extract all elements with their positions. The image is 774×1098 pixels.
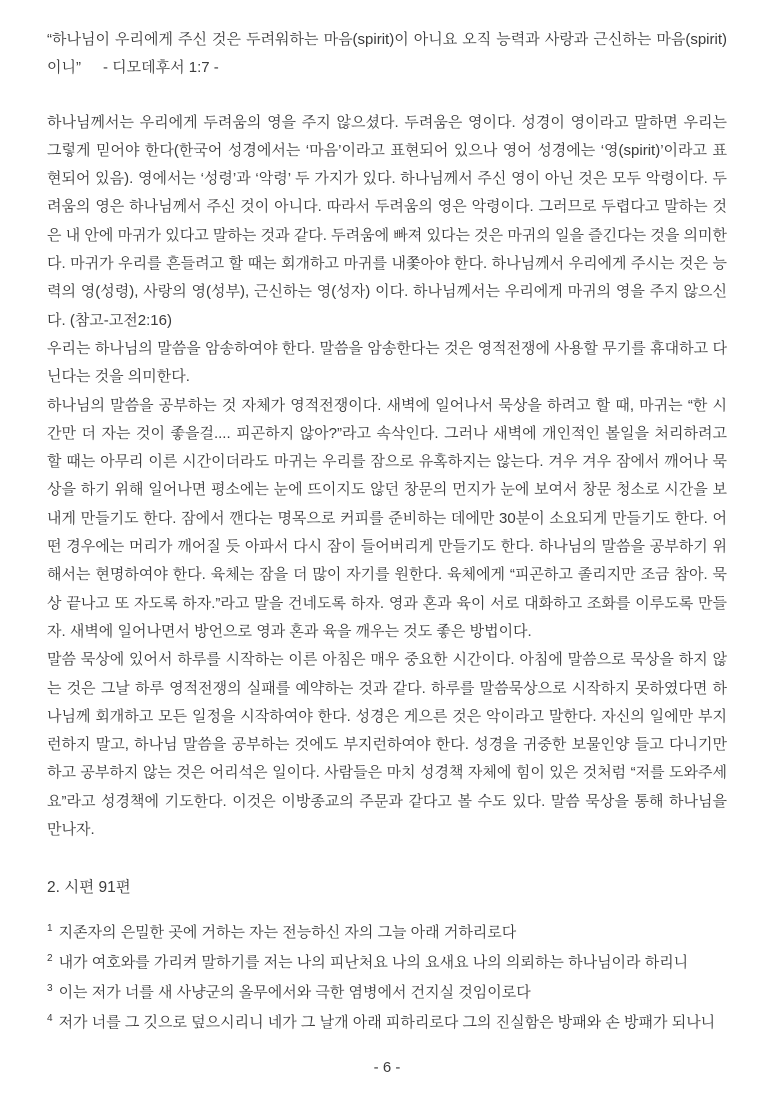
body-paragraph-3: 하나님의 말씀을 공부하는 것 자체가 영적전쟁이다. 새벽에 일어나서 묵상을 하려고 할 때, 마귀는 “한 시간만 더 자는 것이 좋을걸.... 피곤하지 않아?”라고 속삭인다. 그러나 새벽에 개인적인 볼일을 처리하려고 할 때는 아무리 이른 시간이더라도 마귀는 우리를 잠으로 유혹하지는 않는다. 겨우 겨우 잠에서 깨어나 묵상을 하기 위해 일어나면 평소에는 눈에 뜨이지도 않던 창문의 먼지가 눈에 보여서 창문 청소로 시간을 보내게 만들기도 한다. 잠에서 깬다는 명목으로 커피를 준비하는 데에만 30분이 소요되게 만들기도 한다. 어떤 경우에는 머리가 깨어질 듯 아파서 다시 잠이 들어버리게 만들기도 한다. 하나님의 말씀을 공부하기 위해서는 현명하여야 한다. 육체는 잠을 더 많이 자기를 원한다. 육체에게 “피곤하고 졸리지만 조금 참아. 묵상 끝나고 또 자도록 하자.”라고 말을 건네도록 하자. 영과 혼과 육이 서로 대화하고 조화를 이루도록 만들자. 새벽에 일어나면서 방언으로 영과 혼과 육을 깨우는 것도 좋은 방법이다. [47,396,727,640]
verse-text: 이는 저가 너를 새 사냥군의 올무에서와 극한 염병에서 건지실 것임이로다 [58,984,531,1002]
verse-number: 4 [47,1013,53,1025]
verse-number: 1 [47,923,53,935]
verse-item-4 [47,1008,727,1038]
body-paragraph-4: 말씀 묵상에 있어서 하루를 시작하는 이른 아침은 매우 중요한 시간이다. 아침에 말씀으로 묵상을 하지 않는 것은 그날 하루 영적전쟁의 실패를 예약하는 것과 같다. 하루를 말씀묵상으로 시작하지 못하였다면 하나님께 회개하고 모든 일정을 시작하여야 한다. 성경은 게으른 것은 악이라고 말한다. 자신의 일에만 부지런하지 말고, 하나님 말씀을 공부하는 것에도 부지런하여야 한다. 성경을 귀중한 보물인양 들고 다니기만 하고 공부하지 않는 것은 어리석은 일이다. 사람들은 마치 성경책 자체에 힘이 있은 것처럼 “저를 도와주세요”라고 성경책에 기도한다. 이것은 이방종교의 주문과 같다고 볼 수도 있다. 말씀 묵상을 통해 하나님을 만나자. [47,651,727,839]
body-paragraph-2: 우리는 하나님의 말씀을 암송하여야 한다. 말씀을 암송한다는 것은 영적전쟁에 사용할 무기를 휴대하고 다닌다는 것을 의미한다. [47,339,727,386]
quote-reference: - 디모데후서 1:7 - [102,59,219,77]
verse-number: 3 [47,983,53,995]
page-number-footer: - 6 - [373,1059,401,1076]
body-paragraph-1: 하나님께서는 우리에게 두려움의 영을 주지 않으셨다. 두려움은 영이다. 성경이 영이라고 말하면 우리는 그렇게 믿어야 한다(한국어 성경에서는 ‘마음’이라고 표현되어 있으나 영어 성경에는 ‘영(spirit)’이라고 표현되어 있음). 영에서는 ‘성령’과 ‘악령’ 두 가지가 있다. 하나님께서 주신 영이 아닌 것은 모두 악령이다. 두려움의 영은 하나님께서 주신 것이 아니다. 따라서 두려움의 영은 악령이다. 그러므로 두렵다고 말하는 것은 내 안에 마귀가 있다고 말하는 것과 같다. 두려움에 빠져 있다는 것은 마귀의 일을 즐긴다는 것을 의미한다. 마귀가 우리를 흔들려고 할 때는 회개하고 마귀를 내쫓아야 한다. 하나님께서 우리에게 주시는 것은 능력의 영(성령), 사랑의 영(성부), 근신하는 영(성자) 이다. 하나님께서는 우리에게 마귀의 영을 주지 않으신다. (참고-고전2:16) [47,113,727,329]
verse-text: 저가 너를 그 깃으로 덮으시리니 네가 그 날개 아래 피하리로다 그의 진실함은 방패와 손 방패가 되나니 [58,1014,716,1032]
verse-text: 지존자의 은밀한 곳에 거하는 자는 전능하신 자의 그늘 아래 거하리로다 [58,924,517,942]
verse-item-2 [47,948,727,978]
verse-number: 2 [47,953,53,965]
verse-item-1 [47,918,727,948]
section-heading: 2. 시편 91편 [47,879,131,897]
verse-text: 내가 여호와를 가리켜 말하기를 저는 나의 피난처요 나의 요새요 나의 의뢰하는 하나님이라 하리니 [58,954,689,972]
verse-item-3 [47,978,727,1008]
verse-list [47,918,727,1038]
quote-text: “하나님이 우리에게 주신 것은 두려워하는 마음(spirit)이 아니요 오직 능력과 사랑과 근신하는 마음(spirit)이니” [47,31,727,77]
quote-paragraph [47,26,727,83]
